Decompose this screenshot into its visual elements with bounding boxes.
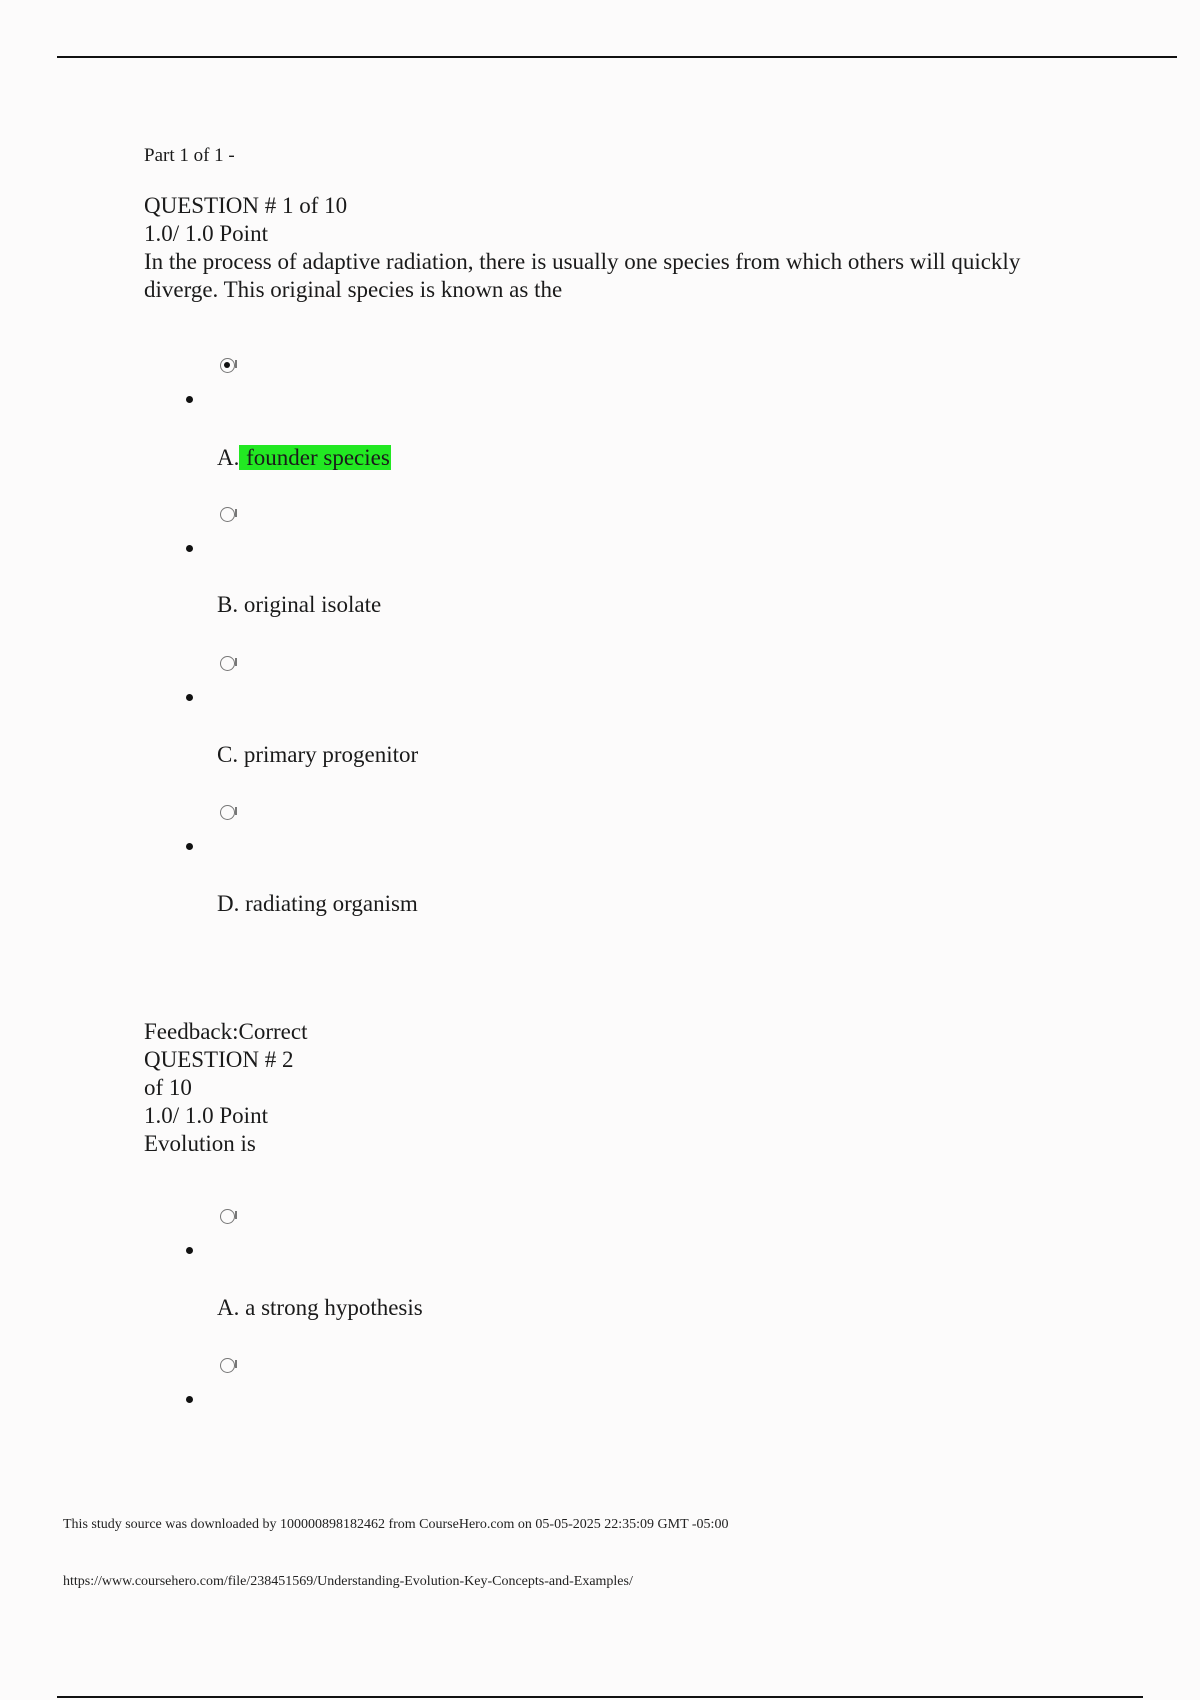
question-1-points: 1.0/ 1.0 Point (144, 221, 268, 246)
question-2-header: QUESTION # 2 (144, 1047, 294, 1072)
download-notice: This study source was downloaded by 100000898182462 from CourseHero.com on 05-05-2025 22:35:09 GMT -05:00 (63, 1517, 729, 1532)
radio-tick-icon (235, 658, 237, 666)
q2-option-b-radio[interactable] (220, 1358, 235, 1373)
list-bullet (186, 1247, 193, 1254)
q2-option-a-text: a strong hypothesis (245, 1295, 423, 1320)
question-2-text: Evolution is (144, 1131, 256, 1156)
radio-tick-icon (235, 509, 237, 517)
option-c-letter: C. (217, 742, 239, 767)
list-bullet (186, 396, 193, 403)
list-bullet (186, 1396, 193, 1403)
option-c-radio[interactable] (220, 656, 235, 671)
radio-tick-icon (235, 1360, 237, 1368)
question-2-header-cont: of 10 (144, 1075, 192, 1100)
option-a-text: founder species (239, 445, 390, 470)
option-b-letter: B. (217, 592, 239, 617)
q2-option-a-radio[interactable] (220, 1209, 235, 1224)
q2-option-a-letter: A. (217, 1295, 240, 1320)
bottom-rule (57, 1696, 1143, 1698)
option-a-radio[interactable] (220, 358, 235, 373)
part-label: Part 1 of 1 - (144, 145, 235, 166)
option-d-text: radiating organism (245, 891, 418, 916)
option-d[interactable] (217, 891, 418, 917)
q2-option-a[interactable] (217, 1295, 423, 1321)
option-c-text: primary progenitor (243, 742, 419, 767)
option-a-letter: A. (217, 445, 240, 470)
source-url[interactable]: https://www.coursehero.com/file/238451569/Understanding-Evolution-Key-Concepts-and-Examples/ (63, 1574, 633, 1589)
question-1-text: In the process of adaptive radiation, there is usually one species from which others will quickly diverge. This original species is known as the (144, 249, 1021, 302)
option-d-radio[interactable] (220, 805, 235, 820)
list-bullet (186, 545, 193, 552)
option-b[interactable] (217, 592, 381, 618)
question-1-block (144, 192, 1094, 304)
option-b-text: original isolate (243, 592, 382, 617)
list-bullet (186, 694, 193, 701)
option-d-letter: D. (217, 891, 240, 916)
top-rule (57, 56, 1177, 58)
radio-tick-icon (235, 1211, 237, 1219)
feedback-text: Feedback:Correct (144, 1019, 308, 1044)
radio-tick-icon (235, 807, 237, 815)
question-2-block (144, 1018, 307, 1158)
question-1-header: QUESTION # 1 of 10 (144, 193, 348, 218)
list-bullet (186, 843, 193, 850)
option-b-radio[interactable] (220, 507, 235, 522)
option-a[interactable] (217, 445, 391, 471)
question-2-points: 1.0/ 1.0 Point (144, 1103, 268, 1128)
option-c[interactable] (217, 742, 418, 768)
radio-tick-icon (235, 360, 237, 368)
